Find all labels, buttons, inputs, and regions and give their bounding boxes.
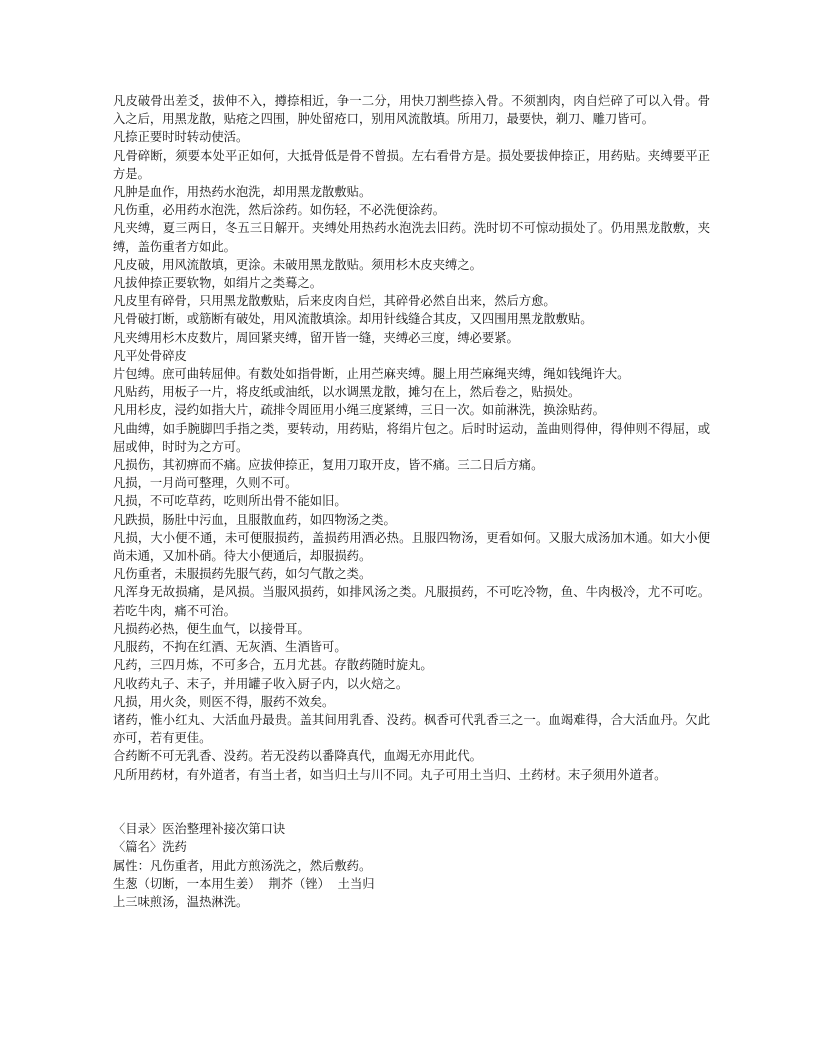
paragraph: 凡皮破，用风流散填，更涂。未破用黑龙散贴。须用杉木皮夹缚之。 [113,257,482,272]
catalog-entry: 〈目录〉医治整理补接次第口诀 [113,822,286,837]
paragraph: 凡夹缚用杉木皮数片，周回紧夹缚，留开皆一缝，夹缚必三度，缚必要紧。 [113,330,519,345]
paragraph: 凡损伤，其初痹而不痛。应拔伸捺正，复用刀取开皮，皆不痛。三二日后方痛。 [113,458,544,473]
section-title-entry: 〈篇名〉洗药 [113,840,187,855]
paragraph: 凡服药，不拘在红酒、无灰酒、生酒皆可。 [113,640,347,655]
paragraph: 凡骨碎断，须要本处平正如何，大抵骨低是骨不曾损。左右看骨方是。损处要拔伸捺正，用药贴。夹缚要平正方是。 [113,148,710,181]
paragraph: 凡损，一月尚可整理，久则不可。 [113,476,298,491]
attribute-line: 属性：凡伤重者，用此方煎汤洗之，然后敷药。 [113,858,372,873]
paragraph: 凡皮破骨出差爻，拔伸不入，撙捺相近，争一二分，用快刀割些捺入骨。不须割肉，肉自烂碎了可以入骨。骨入之后，用黑龙散，贴疮之四围，肿处留疮口，别用风流散填。所用刀，最要快，剃刀、雕刀皆可。 [113,94,710,127]
paragraph: 凡拔伸捺正要软物，如绢片之类蓦之。 [113,276,323,291]
paragraph: 凡皮里有碎骨，只用黑龙散敷贴，后来皮肉自烂，其碎骨必然自出来，然后方愈。 [113,294,556,309]
section-spacer [113,802,710,820]
paragraph: 凡损药必热，便生血气，以接骨耳。 [113,621,310,636]
paragraph: 凡夹缚，夏三两日，冬五三日解开。夹缚处用热药水泡洗去旧药。洗时切不可惊动损处了。仍用黑龙散敷，夹缚，盖伤重者方如此。 [113,221,710,254]
paragraph: 片包缚。庶可曲转屈伸。有数处如指骨断，止用苎麻夹缚。腿上用苎麻绳夹缚，绳如钱绳许大。 [113,367,630,382]
paragraph: 凡跌损，肠肚中污血，且服散血药，如四物汤之类。 [113,512,396,527]
section-spacer [113,784,710,802]
paragraph: 凡骨破打断，或筋断有破处，用风流散填涂。却用针线缝合其皮，又四围用黑龙散敷贴。 [113,312,593,327]
paragraph: 凡收药丸子、末子，并用罐子收入厨子内，以火焙之。 [113,676,409,691]
paragraph: 凡用杉皮，浸约如指大片，疏排令周匝用小绳三度紧缚，三日一次。如前淋洗，换涂贴药。 [113,403,605,418]
preparation-line: 上三味煎汤，温热淋洗。 [113,894,249,909]
paragraph: 凡贴药，用板子一片，将皮纸或油纸，以水调黑龙散，摊匀在上，然后卷之，贴损处。 [113,385,581,400]
ingredients-line: 生葱（切断，一本用生姜） 荆芥（锉） 土当归 [113,876,375,891]
document-text-body [113,92,710,911]
paragraph: 凡所用药材，有外道者，有当土者，如当归土与川不同。丸子可用土当归、土药材。末子须用外道者。 [113,767,667,782]
paragraph: 凡药，三四月炼，不可多合，五月尤甚。存散药随时旋丸。 [113,658,433,673]
paragraph: 凡损，不可吃草药，吃则所出骨不能如旧。 [113,494,347,509]
paragraph: 凡损，大小便不通，未可便服损药，盖损药用酒必热。且服四物汤，更看如何。又服大成汤加木通。如大小便尚未通，又加朴硝。待大小便通后，却服损药。 [113,530,710,564]
paragraph: 凡肿是血作，用热药水泡洗，却用黑龙散敷贴。 [113,185,372,200]
paragraph: 凡损，用火灸，则医不得，服药不效矣。 [113,694,335,709]
paragraph: 诸药，惟小红丸、大活血丹最贵。盖其间用乳香、没药。枫香可代乳香三之一。血竭难得，合大活血丹。欠此亦可，若有更佳。 [113,712,710,746]
paragraph: 合药断不可无乳香、没药。若无没药以番降真代，血竭无亦用此代。 [113,749,482,764]
paragraph: 凡曲缚，如手腕脚凹手指之类，要转动，用药贴，将绢片包之。后时时运动，盖曲则得伸，得伸则不得屈，或屈或伸，时时为之方可。 [113,421,710,454]
paragraph: 凡捺正要时时转动使活。 [113,130,249,145]
paragraph: 凡平处骨碎皮 [113,348,187,363]
paragraph: 凡伤重，必用药水泡洗，然后涂药。如伤轻，不必洗便涂药。 [113,203,446,218]
paragraph: 凡伤重者，未服损药先服气药，如匀气散之类。 [113,567,372,582]
paragraph: 凡浑身无故损痛，是风损。当服风损药，如排风汤之类。凡服损药，不可吃冷物，鱼、牛肉极冷，尤不可吃。若吃牛肉，痛不可治。 [113,585,710,618]
